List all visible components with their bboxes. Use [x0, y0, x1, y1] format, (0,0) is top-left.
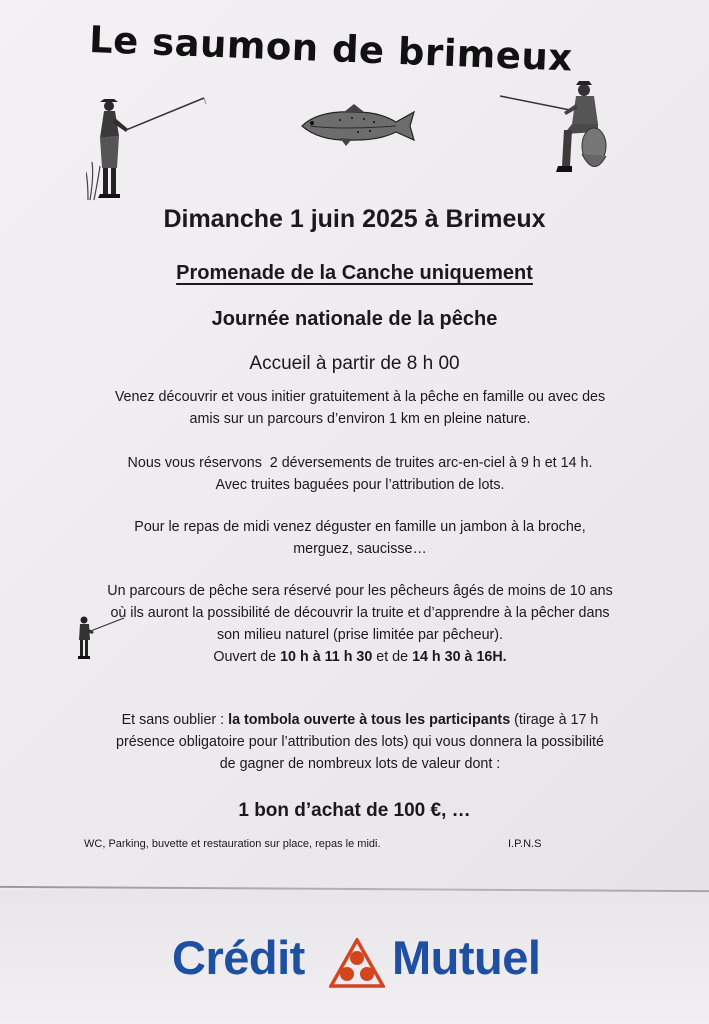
sponsor-name-left: Crédit: [172, 931, 305, 984]
footer-ipns: I.P.N.S: [508, 838, 542, 850]
hours-slot-2: 14 h 30 à 16H.: [412, 649, 507, 665]
hours-prefix: Ouvert de: [213, 649, 281, 665]
paragraph-trout: [40, 452, 680, 496]
paragraph-line: merguez, saucisse…: [293, 541, 427, 557]
event-location-text: Promenade de la Canche uniquement: [176, 262, 533, 284]
trout-icon: [300, 104, 416, 146]
paragraph-tombola: [40, 709, 680, 775]
seated-fisherman-icon: [498, 80, 614, 178]
tombola-line-1: [40, 709, 680, 731]
paragraph-line: présence obligatoire pour l’attribution des lots) qui vous donnera la possibilité: [116, 734, 604, 750]
tombola-highlight: la tombola ouverte à tous les participants: [228, 712, 511, 728]
child-fisher-icon: [76, 614, 126, 660]
event-location: [0, 262, 709, 285]
paragraph-meal: [40, 516, 680, 560]
paragraph-line: Venez découvrir et vous initier gratuitement à la pêche en famille ou avec des: [114, 389, 606, 405]
welcome-time: Accueil à partir de 8 h 00: [249, 353, 460, 374]
paragraph-line: de gagner de nombreux lots de valeur dont :: [219, 756, 501, 772]
paragraph-line: Avec truites baguées pour l’attribution de lots.: [215, 477, 505, 493]
fisherwoman-icon: [86, 96, 208, 202]
footer-services: WC, Parking, buvette et restauration sur place, repas le midi.: [84, 838, 381, 850]
sponsor-name-right: Mutuel: [392, 931, 541, 984]
tombola-rest: (tirage à 17 h: [510, 712, 599, 728]
event-date: Dimanche 1 juin 2025 à Brimeux: [163, 205, 546, 233]
hours-slot-1: 10 h à 11 h 30: [280, 649, 373, 665]
opening-hours: [40, 646, 680, 668]
paragraph-line: son milieu naturel (prise limitée par pêcheur).: [216, 627, 504, 643]
paragraph-line: Nous vous réservons 2 déversements de truites arc-en-ciel à 9 h et 14 h.: [127, 455, 593, 471]
hours-middle: et de: [372, 649, 413, 665]
event-name: Journée nationale de la pêche: [211, 308, 498, 330]
paragraph-line: Un parcours de pêche sera réservé pour les pêcheurs âgés de moins de 10 ans: [107, 583, 613, 599]
paragraph-intro: [40, 386, 680, 430]
paragraph-children: [40, 580, 680, 668]
prize-voucher: 1 bon d’achat de 100 €, …: [238, 800, 471, 821]
poster-title: Le saumon de brimeux: [88, 18, 574, 80]
paragraph-line: où ils auront la possibilité de découvrir la truite et d’apprendre à la pêcher dans: [110, 605, 610, 621]
paragraph-line: amis sur un parcours d’environ 1 km en pleine nature.: [189, 411, 531, 427]
credit-mutuel-logo-icon: [329, 938, 385, 990]
paragraph-line: Pour le repas de midi venez déguster en famille un jambon à la broche,: [134, 519, 586, 535]
tombola-intro: Et sans oublier :: [121, 712, 229, 728]
